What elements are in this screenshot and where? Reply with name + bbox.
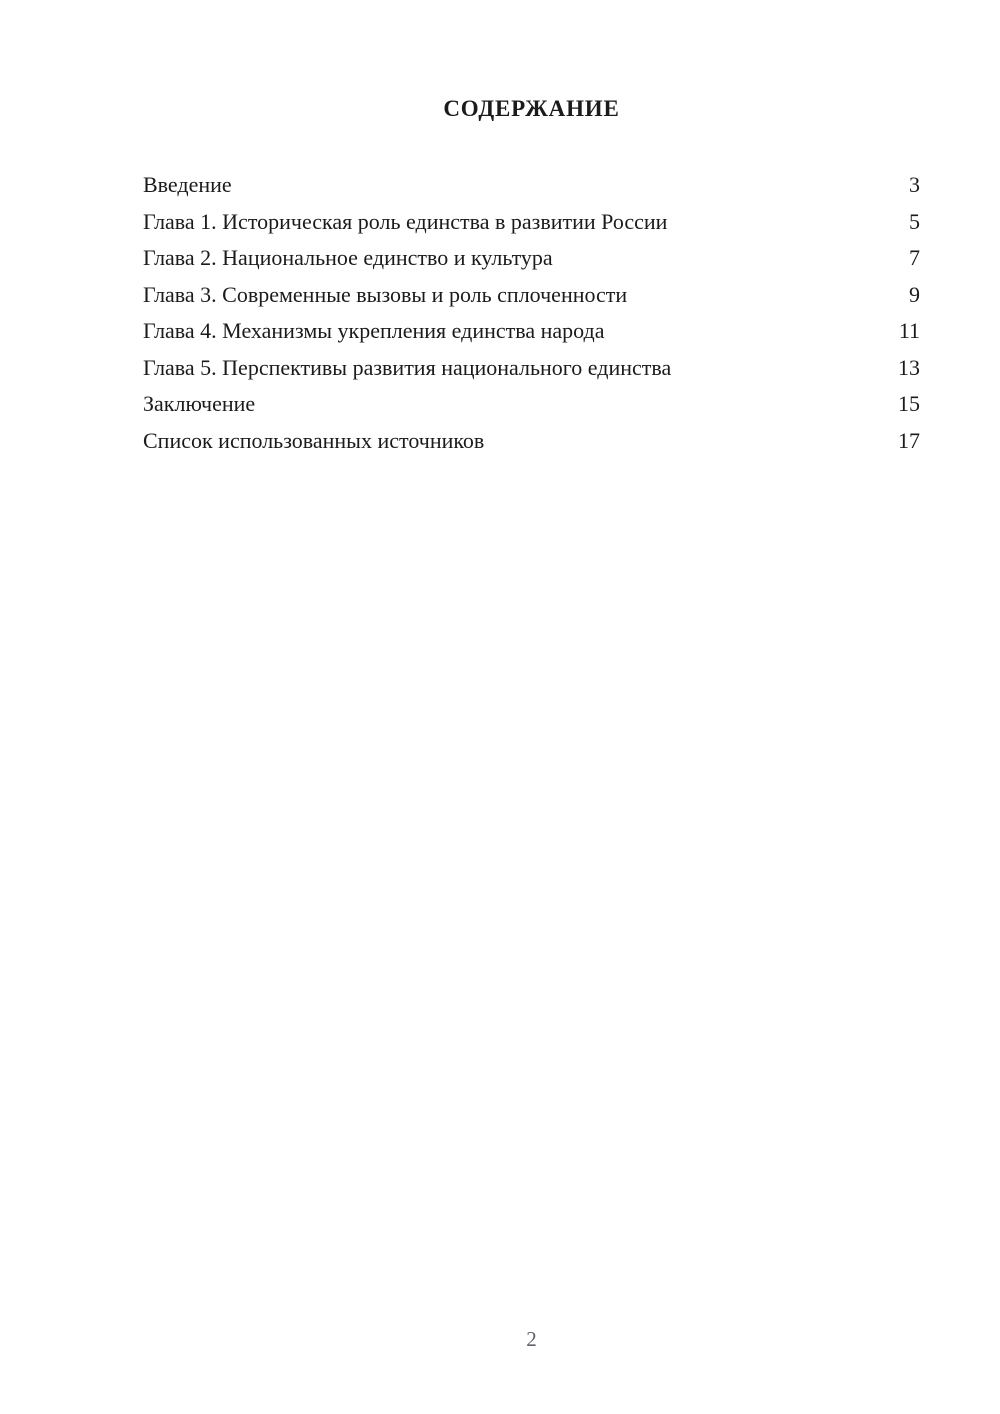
toc-entry-page-number: 7 <box>909 245 920 270</box>
toc-entry <box>143 277 920 314</box>
toc-entry-label: Глава 5. Перспективы развития национального единства <box>143 354 672 380</box>
toc-entry-label: Глава 3. Современные вызовы и роль сплоченности <box>143 281 628 307</box>
toc-entry-label: Введение <box>143 172 232 197</box>
toc-entry-page-number: 13 <box>898 354 920 380</box>
page-title: СОДЕРЖАНИЕ <box>443 96 620 121</box>
toc-entry-label: Список использованных источников <box>143 427 485 453</box>
toc-entry-label: Глава 4. Механизмы укрепления единства народа <box>143 318 605 343</box>
toc-entry <box>143 313 920 350</box>
toc-entry-label: Глава 2. Национальное единство и культура <box>143 245 553 270</box>
toc-entry <box>143 240 920 277</box>
toc-entry-page-number: 9 <box>909 281 920 307</box>
toc-entry-label: Заключение <box>143 391 256 416</box>
toc-entry-page-number: 5 <box>909 208 920 234</box>
toc-entry <box>143 167 920 204</box>
toc-entry <box>143 204 920 241</box>
toc-entry-page-number: 15 <box>898 391 920 416</box>
toc-entry-page-number: 3 <box>909 172 920 197</box>
toc-entry-label: Глава 1. Историческая роль единства в развитии России <box>143 208 668 234</box>
page-number-footer: 2 <box>526 1327 537 1351</box>
toc-entry-page-number: 11 <box>898 318 920 343</box>
table-of-contents <box>143 167 920 459</box>
toc-entry-page-number: 17 <box>898 427 920 453</box>
toc-entry <box>143 350 920 387</box>
toc-entry <box>143 423 920 460</box>
toc-entry <box>143 386 920 423</box>
